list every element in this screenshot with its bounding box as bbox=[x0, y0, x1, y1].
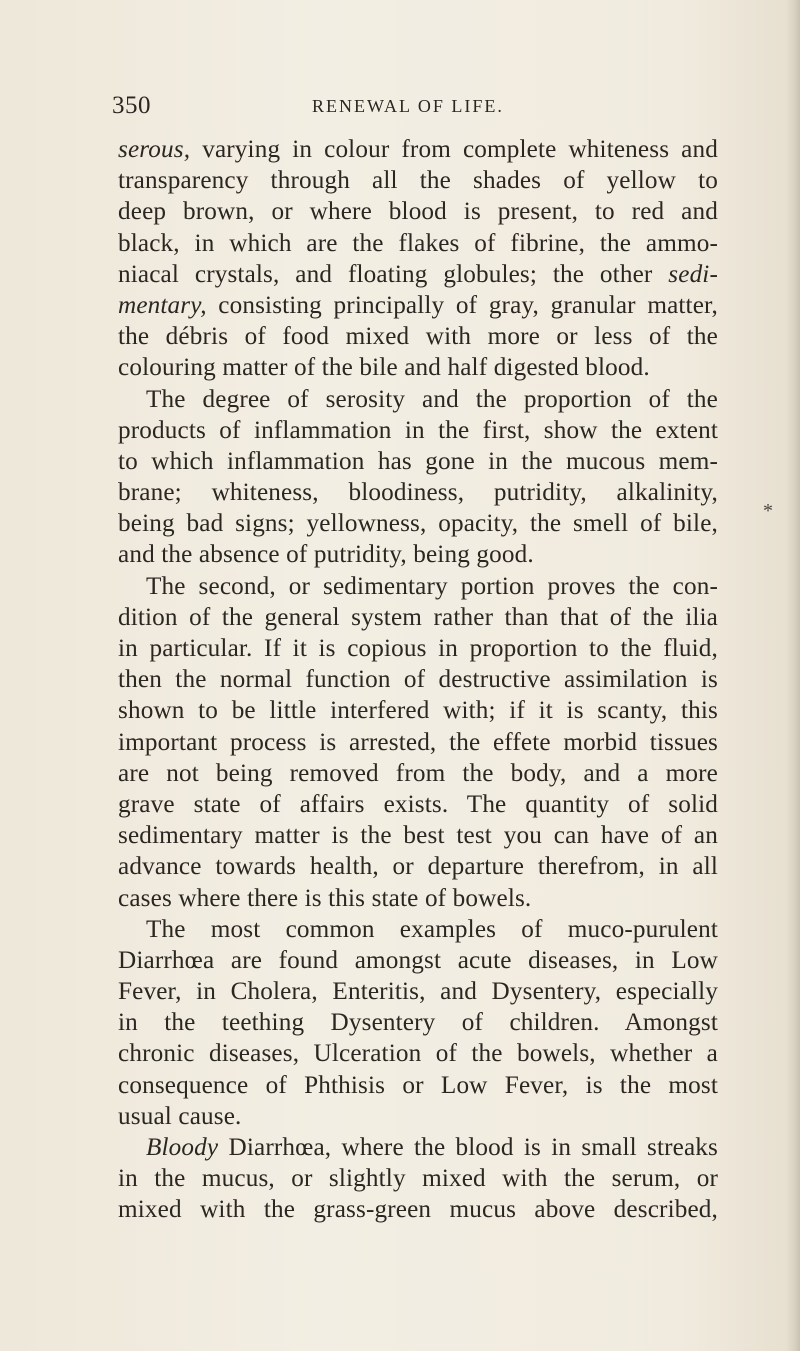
text-segment: Fever, in Cholera, Enteritis, and Dysentery, especially bbox=[118, 978, 718, 1006]
text-segment: chronic diseases, Ulceration of the bowels, whether a bbox=[118, 1040, 718, 1068]
body-text bbox=[118, 134, 718, 1226]
text-segment: transparency through all the shades of yellow to bbox=[118, 167, 718, 195]
text-segment: deep brown, or where blood is present, to red and bbox=[118, 198, 718, 226]
text-line bbox=[118, 664, 718, 695]
text-line bbox=[118, 446, 718, 477]
text-segment: cases where there is this state of bowels. bbox=[118, 884, 532, 912]
text-line bbox=[118, 571, 718, 602]
text-segment: dition of the general system rather than that of the ilia bbox=[118, 603, 718, 631]
text-segment: grave state of affairs exists. The quantity of solid bbox=[118, 790, 718, 818]
text-line bbox=[118, 976, 718, 1007]
text-line bbox=[118, 695, 718, 726]
text-segment: in the mucus, or slightly mixed with the serum, or bbox=[118, 1165, 718, 1193]
text-segment: are not being removed from the body, and a more bbox=[118, 759, 718, 787]
text-line bbox=[118, 727, 718, 758]
text-line bbox=[118, 758, 718, 789]
page-number: 350 bbox=[112, 92, 151, 119]
text-segment: The second, or sedimentary portion proves the con- bbox=[146, 572, 718, 600]
text-line bbox=[118, 633, 718, 664]
text-line bbox=[118, 321, 718, 352]
text-segment: then the normal function of destructive assimilation is bbox=[118, 666, 718, 694]
text-segment: Diarrhœa, where the blood is in small streaks bbox=[218, 1134, 718, 1161]
text-segment: black, in which are the flakes of fibrine, the ammo- bbox=[118, 229, 718, 257]
text-line bbox=[118, 196, 718, 227]
text-line bbox=[118, 945, 718, 976]
text-line bbox=[118, 851, 718, 882]
text-line bbox=[118, 820, 718, 851]
italic-text: sedi- bbox=[668, 260, 718, 288]
text-line bbox=[118, 165, 718, 196]
text-segment: niacal crystals, and floating globules; the other bbox=[118, 260, 669, 288]
text-segment: mixed with the grass-green mucus above described, bbox=[118, 1196, 718, 1224]
margin-mark: * bbox=[763, 500, 773, 522]
text-segment: sedimentary matter is the best test you can have of an bbox=[118, 822, 718, 850]
text-line bbox=[118, 883, 718, 914]
text-segment: Diarrhœa are found amongst acute diseases, in Low bbox=[118, 946, 718, 974]
text-line bbox=[118, 1132, 718, 1163]
page-edge-shadow bbox=[786, 0, 800, 1351]
text-segment: shown to be little interfered with; if it is scanty, this bbox=[118, 697, 718, 725]
text-line bbox=[118, 259, 718, 290]
text-line bbox=[118, 1163, 718, 1194]
text-line bbox=[118, 1038, 718, 1069]
text-line bbox=[118, 352, 718, 383]
text-line bbox=[118, 134, 718, 165]
text-segment: the débris of food mixed with more or less of the bbox=[118, 323, 718, 351]
text-segment: in particular. If it is copious in proportion to the fluid, bbox=[118, 635, 718, 662]
text-segment: and the absence of putridity, being good. bbox=[118, 541, 534, 569]
italic-text: serous, bbox=[118, 136, 191, 163]
text-segment: important process is arrested, the effete morbid tissues bbox=[118, 728, 718, 756]
text-segment: varying in colour from complete whiteness and bbox=[190, 136, 718, 163]
running-title: RENEWAL OF LIFE. bbox=[312, 96, 504, 116]
text-line bbox=[118, 477, 718, 508]
text-line bbox=[118, 228, 718, 259]
text-line bbox=[118, 914, 718, 945]
page-header bbox=[112, 92, 732, 126]
text-line bbox=[118, 789, 718, 820]
text-segment: in the teething Dysentery of children. Amongst bbox=[118, 1009, 718, 1037]
text-segment: colouring matter of the bile and half digested blood. bbox=[118, 354, 650, 382]
text-line bbox=[118, 1101, 718, 1132]
text-line bbox=[118, 415, 718, 446]
text-segment: brane; whiteness, bloodiness, putridity, alkalinity, bbox=[118, 479, 718, 507]
text-segment: consisting principally of gray, granular matter, bbox=[206, 291, 718, 319]
text-segment: products of inflammation in the first, show the extent bbox=[118, 416, 718, 444]
text-line bbox=[118, 1007, 718, 1038]
text-line bbox=[118, 539, 718, 570]
text-segment: to which inflammation has gone in the mucous mem- bbox=[118, 447, 718, 475]
text-line bbox=[118, 602, 718, 633]
text-line bbox=[118, 290, 718, 321]
text-segment: consequence of Phthisis or Low Fever, is the most bbox=[118, 1071, 718, 1099]
text-line bbox=[118, 508, 718, 539]
text-line bbox=[118, 1194, 718, 1225]
text-line bbox=[118, 384, 718, 415]
text-segment: advance towards health, or departure therefrom, in all bbox=[118, 853, 718, 881]
text-segment: The degree of serosity and the proportion of the bbox=[146, 385, 718, 413]
text-segment: being bad signs; yellowness, opacity, the smell of bile, bbox=[118, 510, 718, 538]
italic-text: Bloody bbox=[146, 1134, 219, 1161]
italic-text: mentary, bbox=[118, 291, 207, 319]
text-segment: usual cause. bbox=[118, 1102, 242, 1130]
text-segment: The most common examples of muco-purulent bbox=[146, 915, 718, 943]
text-line bbox=[118, 1070, 718, 1101]
